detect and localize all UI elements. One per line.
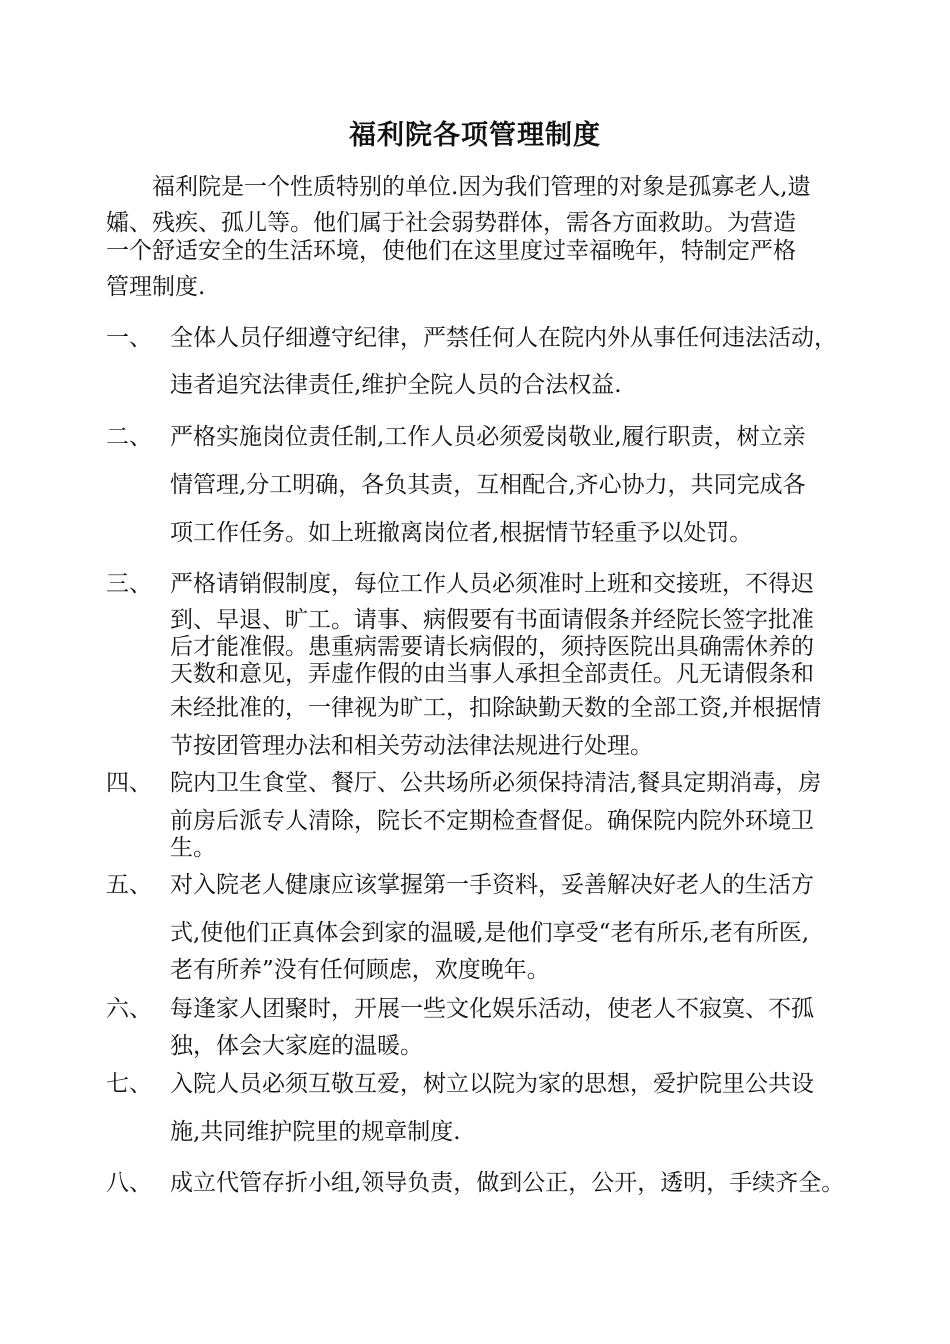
document-title: 福利院各项管理制度 (349, 120, 601, 151)
rule-line: 式,使他们正真体会到家的温暖,是他们享受“老有所乐,老有所医, (170, 920, 810, 946)
rule-line: 天数和意见，弄虚作假的由当事人承担全部责任。凡无请假条和 (170, 661, 814, 687)
rule-line: 前房后派专人清除，院长不定期检查督促。确保院内院外环境卫 (170, 808, 814, 834)
rule-line: 全体人员仔细遵守纪律，严禁任何人在院内外从事任何违法活动， (170, 325, 837, 351)
rule-line: 未经批准的，一律视为旷工，扣除缺勤天数的全部工资,并根据情 (170, 695, 822, 721)
rule-number: 六、 (106, 996, 152, 1022)
rule-line: 节按团管理办法和相关劳动法律法规进行处理。 (170, 733, 653, 759)
intro-line: 孀、残疾、孤儿等。他们属于社会弱势群体，需各方面救助。为营造 (106, 210, 796, 236)
rule-line: 情管理,分工明确，各负其责，互相配合,齐心协力，共同完成各 (170, 472, 806, 498)
rule-number: 四、 (106, 770, 152, 796)
rule-number: 三、 (106, 571, 152, 597)
rule-line: 入院人员必须互敬互爱，树立以院为家的思想，爱护院里公共设 (170, 1071, 814, 1097)
rule-line: 项工作任务。如上班撤离岗位者,根据情节轻重予以处罚。 (170, 520, 753, 546)
rule-number: 二、 (106, 424, 152, 450)
rule-line: 院内卫生食堂、餐厅、公共场所必须保持清洁,餐具定期消毒，房 (170, 770, 822, 796)
rule-number: 五、 (106, 872, 152, 898)
rule-line: 生。 (170, 835, 216, 861)
rule-line: 成立代管存折小组,领导负责，做到公正，公开，透明，手续齐全。 (170, 1170, 845, 1196)
rule-line: 施,共同维护院里的规章制度. (170, 1119, 461, 1145)
rule-line: 到、早退、旷工。请事、病假要有书面请假条并经院长签字批准 (170, 607, 814, 633)
rule-number: 一、 (106, 325, 152, 351)
rule-number: 七、 (106, 1071, 152, 1097)
rule-line: 对入院老人健康应该掌握第一手资料，妥善解决好老人的生活方 (170, 872, 814, 898)
rule-line: 严格请销假制度，每位工作人员必须准时上班和交接班，不得迟 (170, 571, 814, 597)
rule-line: 独，体会大家庭的温暖。 (170, 1033, 423, 1059)
rule-line: 严格实施岗位责任制,工作人员必须爱岗敬业,履行职责，树立亲 (170, 424, 806, 450)
rule-line: 每逢家人团聚时，开展一些文化娱乐活动，使老人不寂寞、不孤 (170, 996, 814, 1022)
intro-line: 管理制度. (106, 274, 206, 300)
intro-line: 一个舒适安全的生活环境，使他们在这里度过幸福晚年，特制定严格 (106, 238, 796, 264)
rule-line: 老有所养”没有任何顾虑，欢度晚年。 (170, 957, 550, 983)
rule-line: 后才能准假。患重病需要请长病假的，须持医院出具确需休养的 (170, 634, 814, 660)
rule-line: 违者追究法律责任,维护全院人员的合法权益. (170, 372, 622, 398)
intro-line: 福利院是一个性质特别的单位.因为我们管理的对象是孤寡老人,遗 (152, 174, 811, 200)
rule-number: 八、 (106, 1170, 152, 1196)
